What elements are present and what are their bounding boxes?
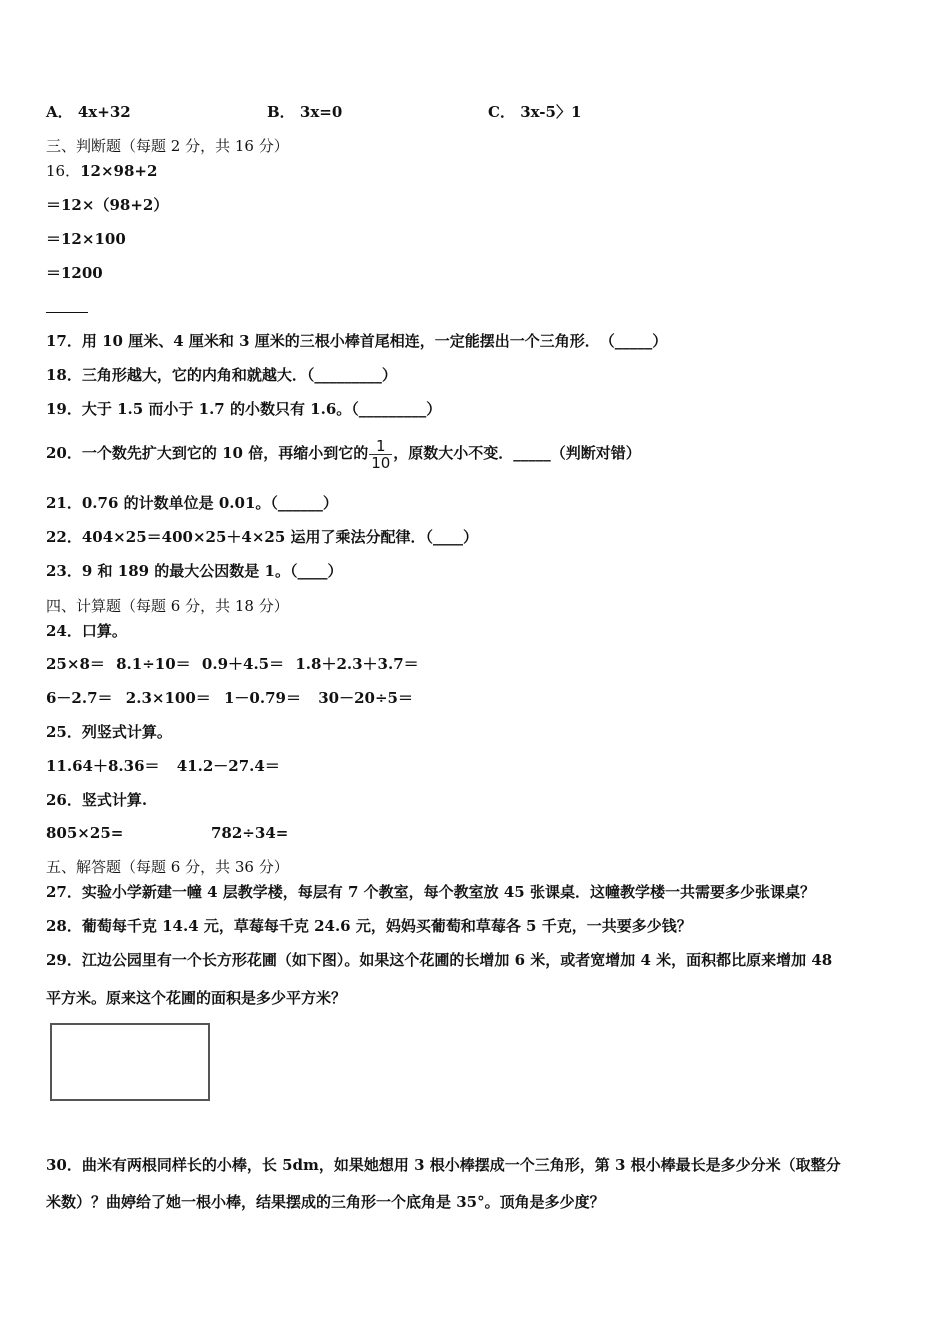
section-4-title: 四、计算题（每题 6 分，共 18 分） (46, 597, 289, 615)
q21-text: 21．0.76 的计数单位是 0.01。（______） (46, 494, 338, 512)
q25-item: 11.64＋8.36＝ (46, 757, 160, 775)
q24-item: 1.8＋2.3＋3.7＝ (295, 655, 419, 673)
q26-title: 26．竖式计算. (46, 791, 148, 809)
q24-item: 6－2.7＝ (46, 689, 113, 707)
q30-line-1: 30．曲米有两根同样长的小棒，长 5dm，如果她想用 3 根小棒摆成一个三角形，第 3 根小棒最长是多少分米（取整分 (46, 1156, 841, 1174)
q16-line-4: ＝1200 (46, 264, 103, 282)
q16-line-1 (46, 161, 157, 181)
q24-title: 24．口算。 (46, 622, 127, 640)
option-b (267, 102, 342, 122)
q25-row (46, 756, 280, 776)
q29-line-1: 29．江边公园里有一个长方形花圃（如下图）。如果这个花圃的长增加 6 米，或者宽增加 4 米，面积都比原来增加 48 (46, 951, 833, 969)
option-b-letter: B． (267, 103, 295, 121)
q26-item-2: 782÷34= (211, 824, 289, 842)
q29-line-2: 平方米。原来这个花圃的面积是多少平方米？ (46, 989, 347, 1007)
q20-fraction-numerator: 1 (369, 438, 392, 455)
q16-label: 16． (46, 162, 81, 180)
q27-text: 27．实验小学新建一幢 4 层教学楼，每层有 7 个教室，每个教室放 45 张课桌．这幢教学楼一共需要多少张课桌？ (46, 883, 815, 901)
q20-fraction-denominator: 10 (371, 453, 391, 472)
q25-title: 25．列竖式计算。 (46, 723, 172, 741)
q24-item: 0.9＋4.5＝ (201, 655, 285, 673)
option-b-text: 3x=0 (299, 103, 343, 121)
q16-answer-blank (46, 312, 88, 313)
q20-before: 20．一个数先扩大到它的 10 倍，再缩小到它的 (46, 444, 369, 462)
option-a-letter: A． (46, 103, 73, 121)
q25-item: 41.2－27.4＝ (176, 757, 280, 775)
q16-line-3: ＝12×100 (46, 230, 126, 248)
q20-after: ，原数大小不变．_____（判断对错） (393, 444, 641, 462)
q28-text: 28．葡萄每千克 14.4 元，草莓每千克 24.6 元，妈妈买葡萄和草莓各 5 千克，一共要多少钱？ (46, 917, 692, 935)
option-c (488, 102, 581, 122)
flower-bed-rectangle-figure (50, 1023, 210, 1101)
q24-item: 1－0.79＝ (224, 689, 301, 707)
q24-item: 8.1÷10＝ (116, 655, 191, 673)
q19-text: 19．大于 1.5 而小于 1.7 的小数只有 1.6。（_________） (46, 400, 442, 418)
q24-item: 30－20÷5＝ (318, 689, 413, 707)
q24-row-2 (46, 688, 413, 708)
option-c-letter: C． (488, 103, 515, 121)
q24-item: 2.3×100＝ (125, 689, 211, 707)
q20-fraction (369, 438, 392, 471)
q16-line-2: ＝12×（98+2） (46, 196, 169, 214)
q16-expr-1: 12×98+2 (80, 162, 158, 180)
q18-text: 18．三角形越大，它的内角和就越大．（_________） (46, 366, 397, 384)
option-a-text: 4x+32 (77, 103, 131, 121)
q26-item-1: 805×25= (46, 824, 124, 842)
q30-line-2: 米数）？曲婷给了她一根小棒，结果摆成的三角形一个底角是 35°。顶角是多少度？ (46, 1193, 605, 1211)
q20-line (46, 433, 641, 473)
q22-text: 22．404×25＝400×25＋4×25 运用了乘法分配律．（____） (46, 528, 478, 546)
q23-text: 23．9 和 189 的最大公因数是 1。（____） (46, 562, 343, 580)
q24-item: 25×8＝ (46, 655, 105, 673)
q24-row-1 (46, 654, 419, 674)
section-3-title: 三、判断题（每题 2 分，共 16 分） (46, 137, 289, 155)
section-5-title: 五、解答题（每题 6 分，共 36 分） (46, 858, 289, 876)
option-c-text: 3x-5〉1 (520, 103, 582, 121)
q17-text: 17．用 10 厘米、4 厘米和 3 厘米的三根小棒首尾相连，一定能摆出一个三角形． （_____） (46, 332, 668, 350)
option-a (46, 102, 131, 122)
